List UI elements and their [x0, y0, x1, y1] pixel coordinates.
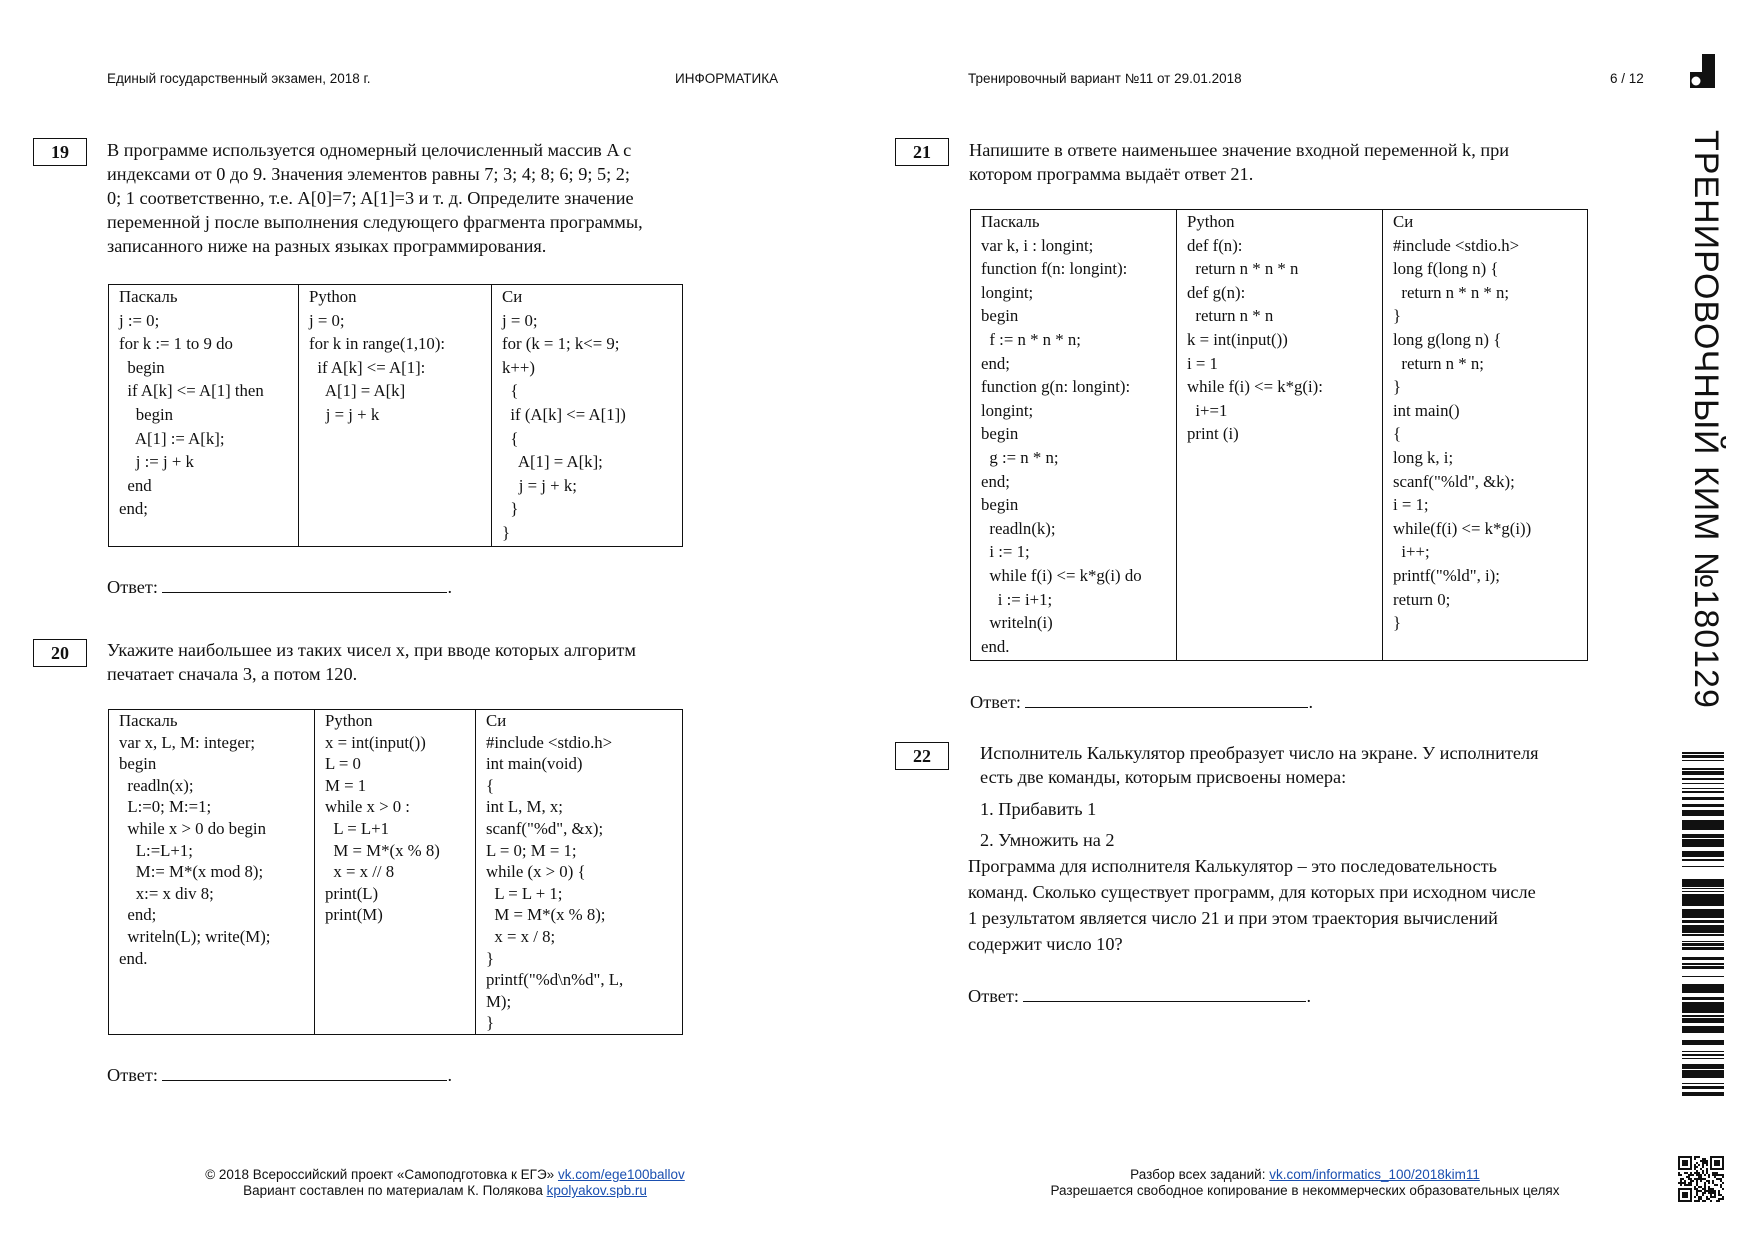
- answer-field[interactable]: [162, 574, 447, 593]
- answer-label: Ответ:: [970, 692, 1021, 712]
- code-pascal: Паскаль var k, i : longint; function f(n: longint): longint; begin f := n * n * n; end; function g(n: longint): longint; begin g := n * n; end; begin readln(k); i := 1; while f(i) <= k*g(i) do i := i+1; writeln(i) end.: [971, 210, 1177, 661]
- task-21-line: Напишите в ответе наименьшее значение входной переменной k, при: [969, 140, 1510, 160]
- task-22-line: есть две команды, которым присвоены номера:: [980, 767, 1347, 787]
- code-c: Си j = 0; for (k = 1; k<= 9; k++) { if (A[k] <= A[1]) { A[1] = A[k]; j = j + k; } }: [492, 285, 683, 547]
- task-19-text: [107, 138, 643, 258]
- footer-link-informatics[interactable]: vk.com/informatics_100/2018kim11: [1269, 1167, 1480, 1182]
- code-c: Си #include <stdio.h> long f(long n) { return n * n * n; } long g(long n) { return n * n; } int main() { long k, i; scanf("%ld", &k); i = 1; while(f(i) <= k*g(i)) i++; printf("%ld", i); return 0; }: [1383, 210, 1588, 661]
- answer-field[interactable]: [1023, 983, 1306, 1002]
- task-19-line: В программе используется одномерный целочисленный массив A с: [107, 140, 632, 160]
- task-19-line: 0; 1 соответственно, т.е. A[0]=7; A[1]=3 и т. д. Определите значение: [107, 188, 634, 208]
- task-21-code-table: [970, 209, 1588, 661]
- footer-project: © 2018 Всероссийский проект «Самоподготовка к ЕГЭ»: [205, 1167, 555, 1182]
- task-19-line: переменной j после выполнения следующего фрагмента программы,: [107, 212, 643, 232]
- code-python: Python x = int(input()) L = 0 M = 1 while x > 0 : L = L+1 M = M*(x % 8) x = x // 8 print(L) print(M): [315, 710, 476, 1035]
- task-22-para-line: 1 результатом является число 21 и при этом траектория вычислений: [968, 908, 1498, 928]
- task-22-paragraph: [968, 853, 1536, 957]
- qr-code: [1678, 1156, 1724, 1207]
- task-22-para-line: Программа для исполнителя Калькулятор – это последовательность: [968, 856, 1497, 876]
- code-c: Си #include <stdio.h> int main(void) { int L, M, x; scanf("%d", &x); L = 0; M = 1; while (x > 0) { L = L + 1; M = M*(x % 8); x = x / 8; } printf("%d\n%d", L, M); }: [476, 710, 683, 1035]
- task-20-code-table: [108, 709, 683, 1035]
- header-exam: Единый государственный экзамен, 2018 г.: [107, 71, 371, 86]
- task-22-para-line: содержит число 10?: [968, 934, 1123, 954]
- footer-review: Разбор всех заданий:: [1130, 1167, 1266, 1182]
- task-21-line: котором программа выдаёт ответ 21.: [969, 164, 1254, 184]
- task-19-answer: Ответ: .: [107, 574, 452, 598]
- footer-link-vk[interactable]: vk.com/ege100ballov: [557, 1167, 685, 1182]
- answer-label: Ответ:: [968, 986, 1019, 1006]
- task-22-line: Исполнитель Калькулятор преобразует число на экране. У исполнителя: [980, 743, 1539, 763]
- footer-left: [150, 1167, 740, 1199]
- code-python: Python j = 0; for k in range(1,10): if A[k] <= A[1]: A[1] = A[k] j = j + k: [299, 285, 492, 547]
- code-pascal: Паскаль var x, L, M: integer; begin readln(x); L:=0; M:=1; while x > 0 do begin L:=L+1; M:= M*(x mod 8); x:= x div 8; end; writeln(L); write(M); end.: [109, 710, 315, 1035]
- task-21-answer: Ответ: .: [970, 689, 1313, 713]
- header-subject: ИНФОРМАТИКА: [675, 71, 779, 86]
- header-page: 6 / 12: [1610, 71, 1644, 86]
- footer-right: [1000, 1167, 1610, 1199]
- answer-field[interactable]: [1025, 689, 1308, 708]
- footer-link-kpolyakov[interactable]: kpolyakov.spb.ru: [546, 1183, 647, 1198]
- footer-copyright: Разрешается свободное копирование в некоммерческих образовательных целях: [1050, 1183, 1560, 1198]
- task-22-command-2: 2. Умножить на 2: [980, 830, 1115, 850]
- task-19-line: индексами от 0 до 9. Значения элементов равны 7; 3; 4; 8; 6; 9; 5; 2;: [107, 164, 631, 184]
- task-22-para-line: команд. Сколько существует программ, для которых при исходном числе: [968, 882, 1536, 902]
- answer-label: Ответ:: [107, 577, 158, 597]
- task-20-line: Укажите наибольшее из таких чисел x, при вводе которых алгоритм: [107, 640, 636, 660]
- task-number-21: 21: [895, 138, 949, 166]
- task-number-20: 20: [33, 639, 87, 667]
- corner-mark-icon: [1690, 54, 1715, 88]
- barcode: [1682, 752, 1724, 1105]
- task-21-text: [969, 138, 1509, 186]
- task-number-19: 19: [33, 138, 87, 166]
- task-22-answer: Ответ: .: [968, 983, 1311, 1007]
- code-python: Python def f(n): return n * n * n def g(n): return n * n k = int(input()) i = 1 while f(i) <= k*g(i): i+=1 print (i): [1177, 210, 1383, 661]
- answer-label: Ответ:: [107, 1065, 158, 1085]
- task-22-text: [980, 741, 1539, 789]
- task-20-text: [107, 638, 636, 686]
- task-number-22: 22: [895, 742, 949, 770]
- task-19-code-table: [108, 284, 683, 547]
- header-variant: Тренировочный вариант №11 от 29.01.2018: [968, 71, 1242, 86]
- task-20-line: печатает сначала 3, а потом 120.: [107, 664, 358, 684]
- answer-field[interactable]: [162, 1062, 447, 1081]
- task-22-command-1: 1. Прибавить 1: [980, 799, 1097, 819]
- code-pascal: Паскаль j := 0; for k := 1 to 9 do begin if A[k] <= A[1] then begin A[1] := A[k]; j := j + k end end;: [109, 285, 299, 547]
- side-title: ТРЕНИРОВОЧНЫЙ КИМ №180129: [1687, 130, 1725, 709]
- task-19-line: записанного ниже на разных языках программирования.: [107, 236, 547, 256]
- footer-author: Вариант составлен по материалам К. Полякова: [243, 1183, 543, 1198]
- task-20-answer: Ответ: .: [107, 1062, 452, 1086]
